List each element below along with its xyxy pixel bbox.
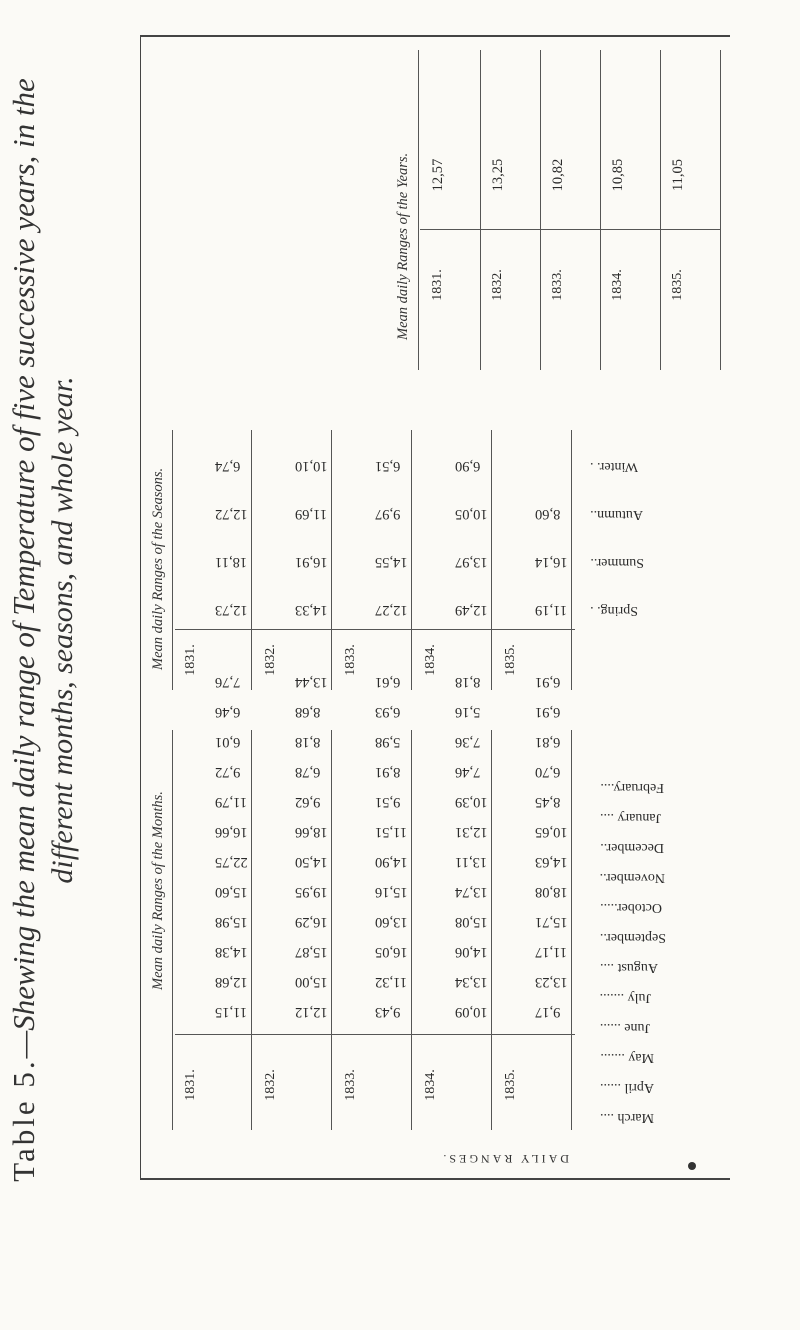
month-value: 15,08 [455,914,488,930]
rule-vertical [175,629,575,630]
table-number: Table 5. [6,1058,41,1182]
rule-horizontal [571,730,572,1130]
season-value: 9,97 [375,506,401,522]
rule-vertical [420,229,720,230]
rule-horizontal [331,430,332,690]
season-value: 18,11 [215,554,248,570]
rule-horizontal [411,730,412,1130]
season-value: 6,74 [215,458,241,474]
month-value: 6,91 [535,704,561,720]
month-value: 10,65 [535,824,568,840]
season-value: 12,73 [215,602,248,618]
month-value: 14,63 [535,854,568,870]
season-value: 12,49 [455,602,488,618]
month-value: 8,18 [295,734,321,750]
rule-horizontal [172,430,173,690]
side-label-daily-ranges: DAILY RANGES. [440,1152,570,1166]
rule-horizontal [491,730,492,1130]
rule-horizontal [331,730,332,1130]
month-value: 11,17 [535,944,568,960]
season-value: 12,27 [375,602,408,618]
season-value: 11,19 [535,602,568,618]
month-label: July ....... [600,990,652,1005]
season-value: 12,72 [215,506,248,522]
month-value: 15,60 [215,884,248,900]
month-value: 12,31 [455,824,488,840]
season-label: Spring. . [590,603,638,618]
month-label: May ....... [600,1050,654,1065]
month-value: 18,66 [295,824,328,840]
month-value: 6,81 [535,734,561,750]
month-value: 16,66 [215,824,248,840]
month-label: August .... [600,960,658,975]
year-value: 10,82 [550,158,566,192]
season-value: 14,33 [295,602,328,618]
months-section-title: Mean daily Ranges of the Months. [150,791,166,990]
month-value: 15,87 [295,944,328,960]
year-header: 1835. [503,1069,518,1101]
month-label: June ...... [600,1020,651,1035]
rule-horizontal [480,50,481,370]
month-value: 6,93 [375,704,401,720]
year-header: 1835. [503,644,518,676]
rule-horizontal [172,730,173,1130]
season-value: 16,91 [295,554,328,570]
month-value: 14,38 [215,944,248,960]
month-value: 7,36 [455,734,481,750]
month-value: 16,05 [375,944,408,960]
year-header: 1834. [423,1069,438,1101]
month-value: 9,62 [295,794,321,810]
rule-horizontal [600,50,601,370]
month-label: January .... [600,810,662,825]
month-value: 10,39 [455,794,488,810]
month-value: 15,16 [375,884,408,900]
month-value: 15,00 [295,974,328,990]
season-value: 6,51 [375,458,401,474]
rule-horizontal [571,430,572,690]
month-value: 19,95 [295,884,328,900]
rule-horizontal [720,50,721,370]
year-header: 1831. [183,1069,198,1101]
season-label: Autumn.. [590,507,643,522]
year-header: 1832. [490,269,505,301]
month-label: April ...... [600,1080,655,1095]
season-value: 10,10 [295,458,328,474]
rule-vertical [175,1034,575,1035]
season-label: Winter. . [590,459,639,474]
rule-horizontal [418,50,419,370]
title-line-1: —Shewing the mean daily range of Temperature of five successive years, in the [6,78,41,1059]
month-value: 12,12 [295,1004,328,1020]
year-value: 12,57 [430,158,446,192]
bullet-mark [688,1162,696,1170]
month-value: 18,08 [535,884,568,900]
month-value: 13,60 [375,914,408,930]
season-value: 11,69 [295,506,328,522]
month-value: 9,43 [375,1004,401,1020]
rule-horizontal [411,430,412,690]
month-value: 11,15 [215,1004,248,1020]
year-header: 1832. [263,1069,278,1101]
month-value: 6,01 [215,734,241,750]
month-value: 14,90 [375,854,408,870]
year-value: 13,25 [490,158,506,192]
month-value: 15,98 [215,914,248,930]
month-value: 13,34 [455,974,488,990]
month-value: 8,18 [455,674,481,690]
month-value: 11,32 [375,974,408,990]
table-title [6,10,42,1250]
month-value: 5,16 [455,704,481,720]
month-value: 13,11 [455,854,488,870]
month-value: 13,44 [295,674,328,690]
season-value: 8,60 [535,506,561,522]
year-header: 1833. [343,644,358,676]
season-value: 16,14 [535,554,568,570]
season-value: 10,05 [455,506,488,522]
month-value: 12,68 [215,974,248,990]
month-label: March .... [600,1110,655,1125]
years-section-title: Mean daily Ranges of the Years. [395,152,411,340]
month-value: 10,09 [455,1004,488,1020]
year-header: 1832. [263,644,278,676]
month-value: 8,91 [375,764,401,780]
month-value: 7,46 [455,764,481,780]
rule-horizontal [660,50,661,370]
month-value: 16,29 [295,914,328,930]
month-value: 14,06 [455,944,488,960]
year-header: 1835. [670,269,685,301]
month-value: 13,74 [455,884,488,900]
year-header: 1833. [343,1069,358,1101]
year-header: 1831. [430,269,445,301]
month-label: October..... [600,900,662,915]
month-value: 9,72 [215,764,241,780]
rule-horizontal [251,730,252,1130]
year-header: 1833. [550,269,565,301]
month-label: November.. [600,870,666,885]
month-value: 9,51 [375,794,401,810]
month-value: 5,98 [375,734,401,750]
month-label: September.. [600,930,667,945]
month-value: 8,68 [295,704,321,720]
month-value: 14,50 [295,854,328,870]
rule-horizontal [491,430,492,690]
month-value: 8,45 [535,794,561,810]
title-line-2: different months, seasons, and whole year. [46,376,79,884]
month-value: 6,78 [295,764,321,780]
month-value: 6,46 [215,704,241,720]
month-value: 6,91 [535,674,561,690]
month-value: 9,17 [535,1004,561,1020]
year-header: 1834. [610,269,625,301]
rule-horizontal [251,430,252,690]
month-value: 13,23 [535,974,568,990]
month-label: December.. [600,840,664,855]
year-header: 1831. [183,644,198,676]
month-value: 6,70 [535,764,561,780]
year-value: 11,05 [670,158,686,192]
rule-horizontal [540,50,541,370]
year-value: 10,85 [610,158,626,192]
seasons-section-title: Mean daily Ranges of the Seasons. [150,467,166,670]
month-value: 7,76 [215,674,241,690]
year-header: 1834. [423,644,438,676]
month-value: 11,51 [375,824,408,840]
month-value: 22,75 [215,854,248,870]
month-value: 6,61 [375,674,401,690]
month-value: 11,79 [215,794,248,810]
season-value: 14,55 [375,554,408,570]
month-value: 15,71 [535,914,568,930]
season-value: 6,90 [455,458,481,474]
season-label: Summer.. [590,555,644,570]
season-value: 13,97 [455,554,488,570]
month-label: February.... [600,780,664,795]
